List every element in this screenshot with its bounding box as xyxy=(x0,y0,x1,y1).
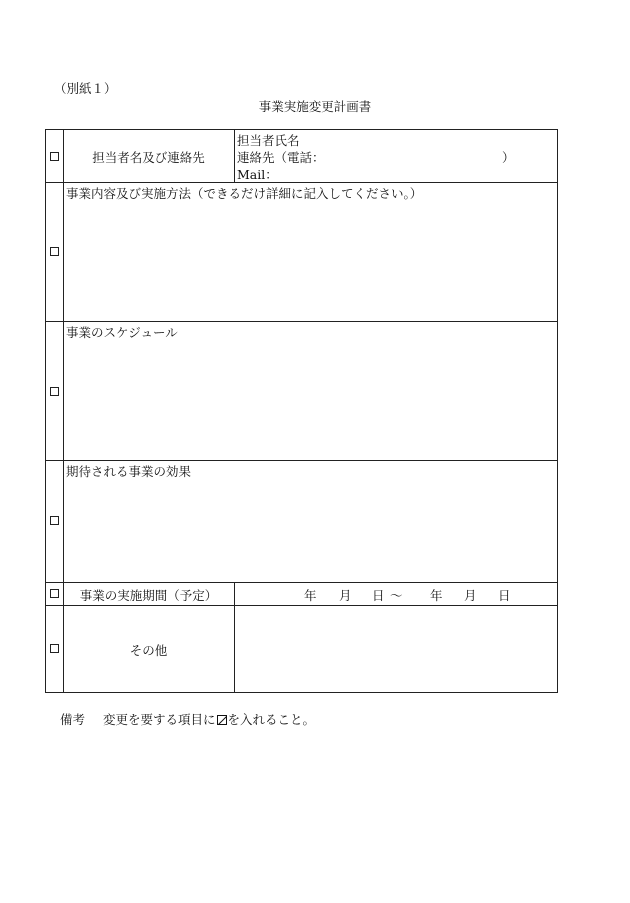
contact-tel-line: 連絡先（電話： xyxy=(237,150,325,165)
row-divider xyxy=(46,321,557,322)
row-divider xyxy=(46,582,557,583)
checkbox-contact[interactable] xyxy=(50,152,59,161)
row-divider xyxy=(46,460,557,461)
period-tilde: ～ xyxy=(390,588,403,603)
checkbox-column-divider xyxy=(63,130,64,692)
schedule-label: 事業のスケジュール xyxy=(66,325,178,340)
checkbox-other[interactable] xyxy=(50,644,59,653)
period-start-month: 月 xyxy=(339,588,352,603)
period-label: 事業の実施期間（予定） xyxy=(79,588,218,603)
checkbox-content[interactable] xyxy=(50,247,59,256)
row-divider xyxy=(46,605,557,606)
checkbox-schedule[interactable] xyxy=(50,387,59,396)
contact-label: 担当者名及び連絡先 xyxy=(92,150,205,165)
remarks-label: 備考 xyxy=(60,712,86,727)
effect-label: 期待される事業の効果 xyxy=(66,464,192,479)
column-divider xyxy=(234,130,235,182)
document-title: 事業実施変更計画書 xyxy=(258,99,372,114)
period-start-day: 日 xyxy=(372,588,385,603)
checkbox-period[interactable] xyxy=(50,589,59,598)
content-label: 事業内容及び実施方法（できるだけ詳細に記入してください。） xyxy=(66,186,423,201)
annex-label: （別紙１） xyxy=(54,81,117,96)
remarks-text-before: 変更を要する項目に xyxy=(102,712,216,727)
other-label: その他 xyxy=(129,643,168,658)
contact-tel-close: ） xyxy=(502,150,515,165)
contact-mail-line: Mail： xyxy=(237,167,278,182)
remarks-note xyxy=(60,710,315,728)
form-table xyxy=(45,129,558,693)
column-divider xyxy=(234,582,235,692)
row-divider xyxy=(46,182,557,183)
checked-box-icon xyxy=(217,715,227,725)
period-end-year: 年 xyxy=(430,588,443,603)
checkbox-effect[interactable] xyxy=(50,516,59,525)
period-end-month: 月 xyxy=(464,588,477,603)
remarks-text-after: を入れること。 xyxy=(227,712,316,727)
contact-name-line: 担当者氏名 xyxy=(237,133,300,148)
period-end-day: 日 xyxy=(498,588,511,603)
period-start-year: 年 xyxy=(304,588,317,603)
